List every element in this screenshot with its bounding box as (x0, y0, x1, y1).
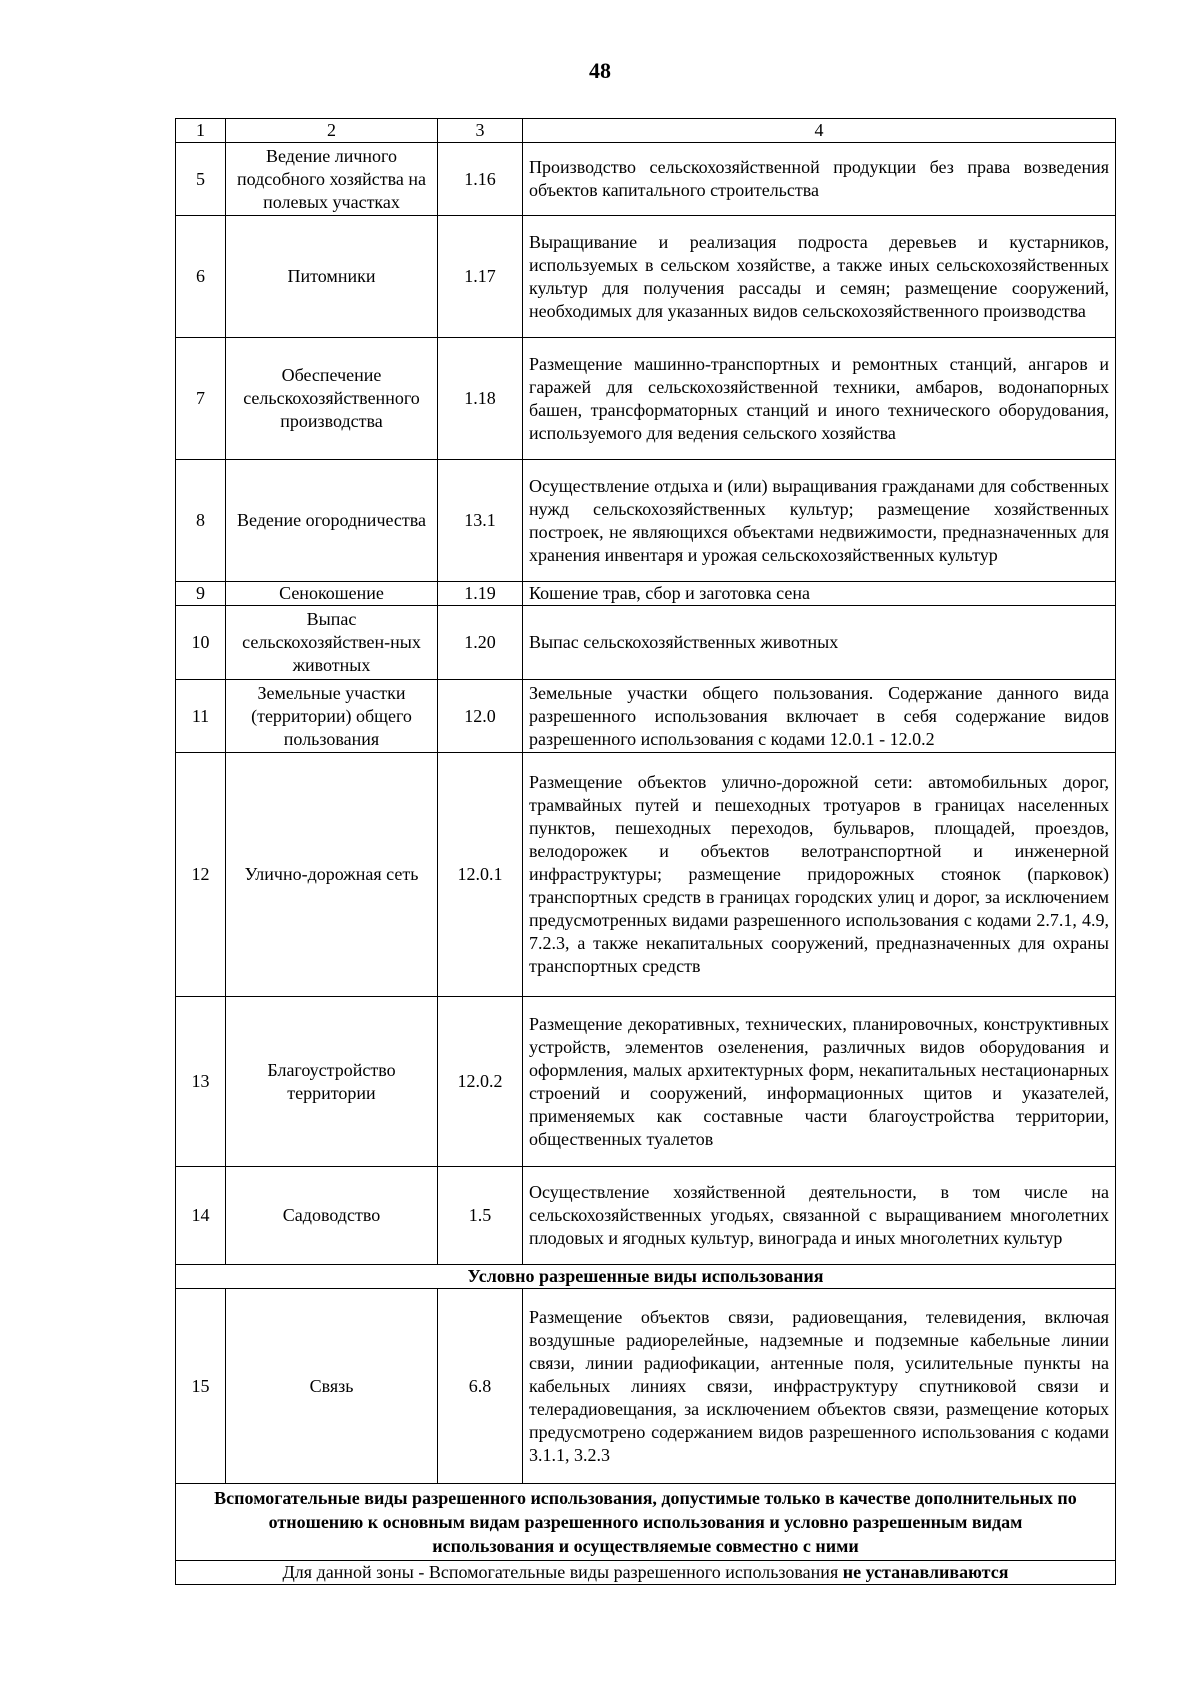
use-name: Земельные участки (территории) общего пользования (226, 680, 438, 753)
header-col-2: 2 (226, 119, 438, 143)
use-description: Производство сельскохозяйственной продукции без права возведения объектов капитального строительства (523, 143, 1116, 216)
table-row (176, 460, 1116, 582)
use-name: Сенокошение (226, 582, 438, 606)
row-number: 14 (176, 1167, 226, 1265)
row-number: 10 (176, 606, 226, 680)
page-number: 48 (589, 58, 611, 83)
use-code: 12.0.2 (438, 997, 523, 1167)
header-col-1: 1 (176, 119, 226, 143)
table-row (176, 997, 1116, 1167)
use-code: 1.18 (438, 338, 523, 460)
row-number: 6 (176, 216, 226, 338)
row-number: 7 (176, 338, 226, 460)
final-note-row (176, 1561, 1116, 1585)
use-code: 1.16 (438, 143, 523, 216)
table-row (176, 680, 1116, 753)
use-code: 1.19 (438, 582, 523, 606)
row-number: 11 (176, 680, 226, 753)
header-row (176, 119, 1116, 143)
final-note-emphasis: не устанавливаются (842, 1562, 1009, 1582)
use-name: Садоводство (226, 1167, 438, 1265)
header-col-3: 3 (438, 119, 523, 143)
table-row (176, 216, 1116, 338)
use-code: 12.0.1 (438, 753, 523, 997)
use-name: Питомники (226, 216, 438, 338)
table-row (176, 1167, 1116, 1265)
section-heading-row (176, 1484, 1116, 1561)
row-number: 5 (176, 143, 226, 216)
use-description: Размещение объектов связи, радиовещания, телевидения, включая воздушные радиорелейные, надземные и подземные кабельные линии связи, линии радиофикации, антенные поля, усилительные пункты на кабельных линиях связи, инфраструктуру спутниковой связи и телерадиовещания, за исключением объектов связи, размещение которых предусмотрено содержанием видов разрешенного использования с кодами 3.1.1, 3.2.3 (523, 1289, 1116, 1484)
use-description: Размещение объектов улично-дорожной сети: автомобильных дорог, трамвайных путей и пешеходных тротуаров в границах населенных пунктов, пешеходных переходов, бульваров, площадей, проездов, велодорожек и объектов велотранспортной и инженерной инфраструктуры; размещение придорожных стоянок (парковок) транспортных средств в границах городских улиц и дорог, за исключением предусмотренных видами разрешенного использования с кодами 2.7.1, 4.9, 7.2.3, а также некапитальных сооружений, предназначенных для охраны транспортных средств (523, 753, 1116, 997)
final-note (176, 1561, 1116, 1585)
table-row (176, 582, 1116, 606)
use-code: 6.8 (438, 1289, 523, 1484)
header-col-4: 4 (523, 119, 1116, 143)
use-name: Ведение личного подсобного хозяйства на полевых участках (226, 143, 438, 216)
use-name: Выпас сельскохозяйствен-ных животных (226, 606, 438, 680)
use-description: Земельные участки общего пользования. Содержание данного вида разрешенного использования включает в себя содержание видов разрешенного использования с кодами 12.0.1 - 12.0.2 (523, 680, 1116, 753)
table-row (176, 143, 1116, 216)
use-name: Ведение огородничества (226, 460, 438, 582)
table-row (176, 606, 1116, 680)
use-code: 13.1 (438, 460, 523, 582)
conditional-uses-heading: Условно разрешенные виды использования (176, 1265, 1116, 1289)
use-name: Обеспечение сельскохозяйственного производства (226, 338, 438, 460)
use-code: 1.17 (438, 216, 523, 338)
use-description: Осуществление отдыха и (или) выращивания гражданами для собственных нужд сельскохозяйственных культур; размещение хозяйственных построек, не являющихся объектами недвижимости, предназначенных для хранения инвентаря и урожая сельскохозяйственных культур (523, 460, 1116, 582)
final-note-text: Для данной зоны - Вспомогательные виды разрешенного использования (282, 1562, 843, 1582)
row-number: 9 (176, 582, 226, 606)
use-name: Связь (226, 1289, 438, 1484)
use-description: Размещение декоративных, технических, планировочных, конструктивных устройств, элементов озеленения, различных видов оборудования и оформления, малых архитектурных форм, некапитальных нестационарных строений и сооружений, информационных щитов и указателей, применяемых как составные части благоустройства территории, общественных туалетов (523, 997, 1116, 1167)
use-code: 12.0 (438, 680, 523, 753)
use-code: 1.5 (438, 1167, 523, 1265)
row-number: 15 (176, 1289, 226, 1484)
use-description: Выращивание и реализация подроста деревьев и кустарников, используемых в сельском хозяйстве, а также иных сельскохозяйственных культур для получения рассады и семян; размещение сооружений, необходимых для указанных видов сельскохозяйственного производства (523, 216, 1116, 338)
auxiliary-uses-heading: Вспомогательные виды разрешенного использования, допустимые только в качестве дополнительных по отношению к основным видам разрешенного использования и условно разрешенным видам использования и осуществляемые совместно с ними (176, 1484, 1116, 1561)
use-description: Осуществление хозяйственной деятельности, в том числе на сельскохозяйственных угодьях, связанной с выращиванием многолетних плодовых и ягодных культур, винограда и иных многолетних культур (523, 1167, 1116, 1265)
land-use-table (175, 118, 1116, 1585)
use-description: Выпас сельскохозяйственных животных (523, 606, 1116, 680)
use-description: Размещение машинно-транспортных и ремонтных станций, ангаров и гаражей для сельскохозяйственной техники, амбаров, водонапорных башен, трансформаторных станций и иного технического оборудования, используемого для ведения сельского хозяйства (523, 338, 1116, 460)
use-description: Кошение трав, сбор и заготовка сена (523, 582, 1116, 606)
use-name: Благоустройство территории (226, 997, 438, 1167)
section-heading-row (176, 1265, 1116, 1289)
table-row (176, 1289, 1116, 1484)
row-number: 12 (176, 753, 226, 997)
table-row (176, 338, 1116, 460)
use-name: Улично-дорожная сеть (226, 753, 438, 997)
row-number: 8 (176, 460, 226, 582)
row-number: 13 (176, 997, 226, 1167)
use-code: 1.20 (438, 606, 523, 680)
table-row (176, 753, 1116, 997)
